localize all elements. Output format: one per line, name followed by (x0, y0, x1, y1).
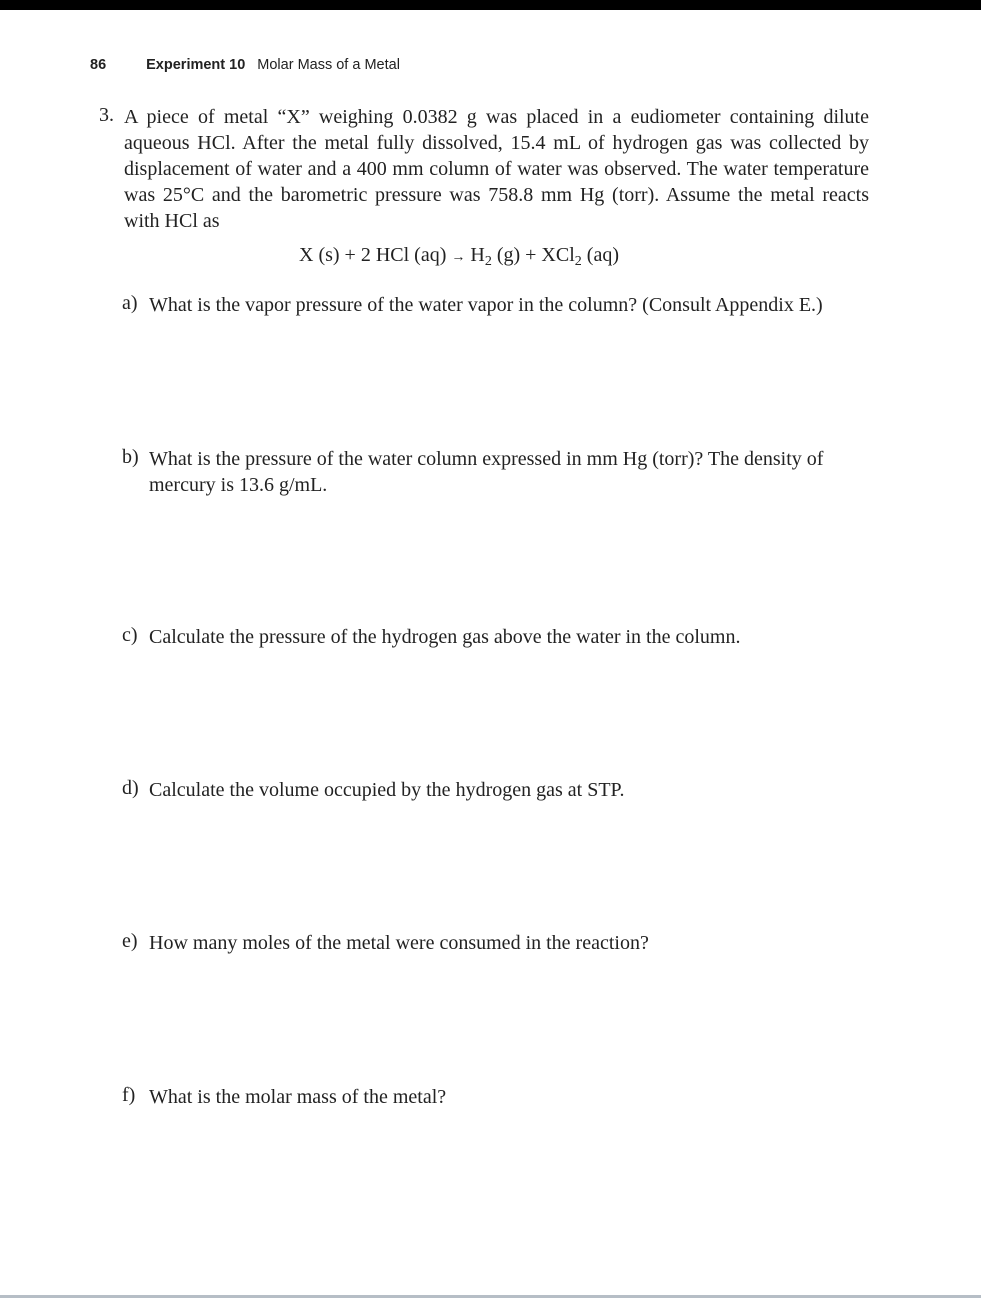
question-letter: a) (122, 292, 138, 314)
reaction-arrow-icon: → (451, 250, 466, 265)
problem-text: A piece of metal “X” weighing 0.0382 g was placed in a eudiometer containing dilute aqueous HCl. After the metal fully dissolved, 15.4 mL of hydrogen gas was collected by displacement of water and a 400 mm column of water was observed. The water temperature was 25°C and the barometric pressure was 758.8 mm Hg (torr). Assume the metal reacts with HCl as (124, 106, 869, 232)
question-text: What is the pressure of the water column expressed in mm Hg (torr)? The density of mercury is 13.6 g/mL. (149, 448, 824, 496)
question-d (122, 777, 870, 803)
experiment-label: Experiment 10 (146, 57, 246, 73)
question-text: What is the vapor pressure of the water vapor in the column? (Consult Appendix E.) (149, 294, 823, 316)
question-letter: e) (122, 930, 138, 952)
question-letter: c) (122, 624, 138, 646)
question-text: Calculate the volume occupied by the hydrogen gas at STP. (149, 779, 625, 801)
question-letter: f) (122, 1084, 136, 1106)
problem-3 (99, 104, 869, 234)
question-text: How many moles of the metal were consumed in the reaction? (149, 932, 649, 954)
equation-xcl2-state: (aq) (581, 244, 619, 266)
running-head (90, 57, 400, 73)
equation-h2-subscript: 2 (484, 254, 492, 269)
equation-h2: H (470, 244, 485, 266)
problem-number: 3. (99, 104, 114, 126)
question-letter: b) (122, 446, 139, 468)
question-letter: d) (122, 777, 139, 799)
top-border-bar (0, 0, 981, 10)
question-b (122, 446, 870, 498)
experiment-title: Molar Mass of a Metal (257, 57, 400, 73)
reaction-equation (299, 244, 619, 267)
question-text: What is the molar mass of the metal? (149, 1086, 447, 1108)
page-number: 86 (90, 57, 107, 73)
equation-reactants: X (s) + 2 HCl (aq) (299, 244, 447, 266)
question-c (122, 624, 870, 650)
question-a (122, 292, 870, 318)
question-text: Calculate the pressure of the hydrogen gas above the water in the column. (149, 626, 741, 648)
equation-xcl2-subscript: 2 (574, 254, 582, 269)
bottom-border-line (0, 1295, 981, 1298)
question-f (122, 1084, 870, 1110)
equation-products: (g) + XCl (491, 244, 575, 266)
question-e (122, 930, 870, 956)
